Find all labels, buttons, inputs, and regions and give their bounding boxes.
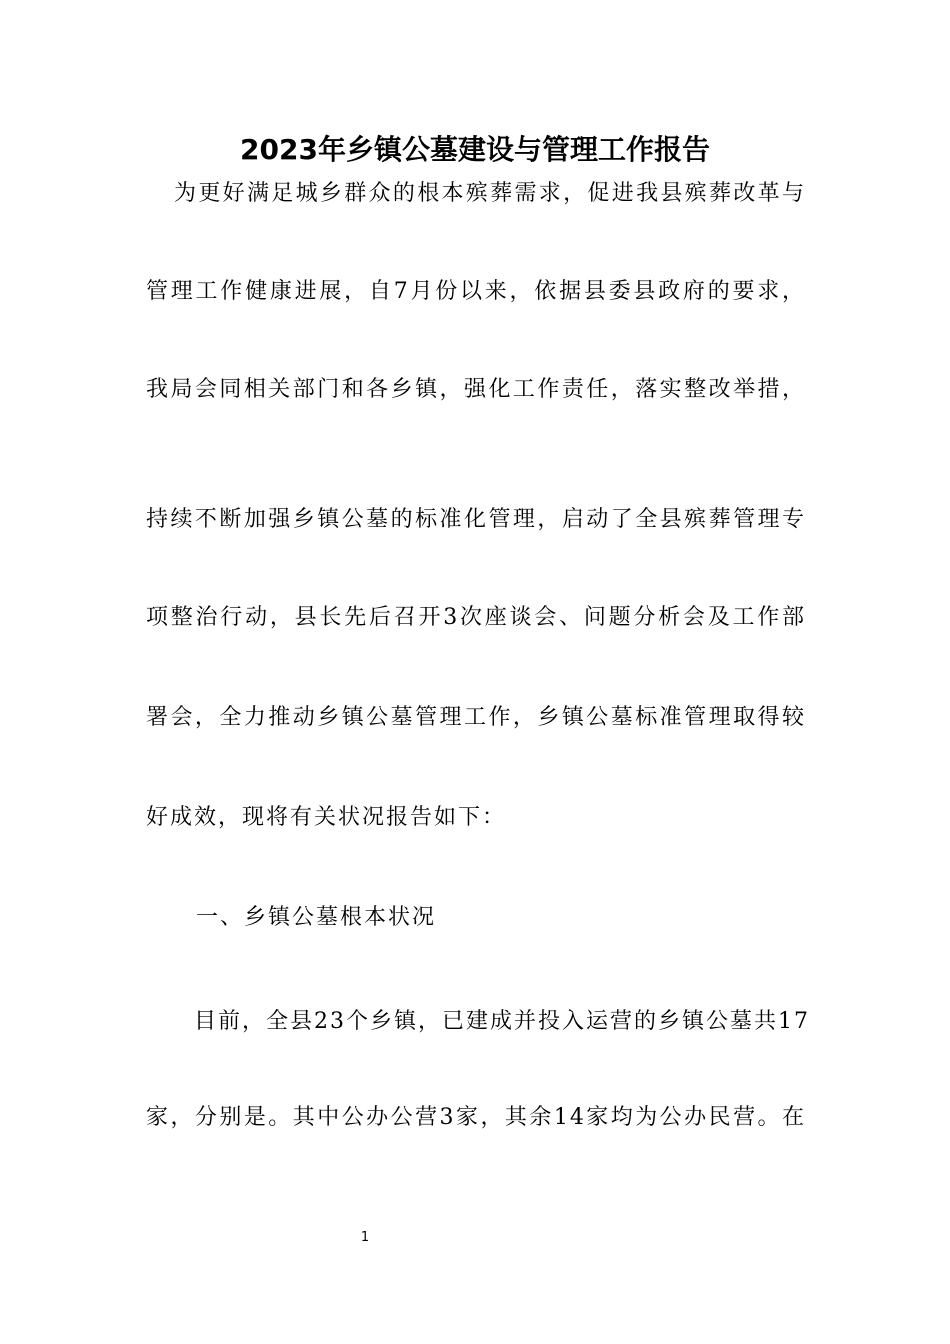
page-number: 1 bbox=[360, 1230, 370, 1245]
section-1-line-1: 目前，全县23个乡镇，已建成并投入运营的乡镇公墓共17 bbox=[194, 1009, 810, 1034]
section-1-heading: 一、乡镇公墓根本状况 bbox=[196, 905, 437, 930]
intro-line-1: 为更好满足城乡群众的根本殡葬需求，促进我县殡葬改革与 bbox=[174, 181, 806, 206]
intro-line-5: 项整治行动，县长先后召开3次座谈会、问题分析会及工作部 bbox=[146, 605, 806, 630]
intro-line-6: 署会，全力推动乡镇公墓管理工作，乡镇公墓标准管理取得较 bbox=[146, 705, 806, 730]
intro-line-4: 持续不断加强乡镇公墓的标准化管理，启动了全县殡葬管理专 bbox=[146, 507, 806, 532]
intro-line-2: 管理工作健康进展，自7月份以来，依据县委县政府的要求， bbox=[146, 279, 806, 304]
document-title: 2023年乡镇公墓建设与管理工作报告 bbox=[240, 133, 710, 166]
intro-line-7: 好成效，现将有关状况报告如下： bbox=[146, 805, 507, 830]
section-1-line-2: 家，分别是。其中公办公营3家，其余14家均为公办民营。在 bbox=[146, 1105, 806, 1130]
intro-line-3: 我局会同相关部门和各乡镇，强化工作责任，落实整改举措， bbox=[146, 377, 806, 402]
